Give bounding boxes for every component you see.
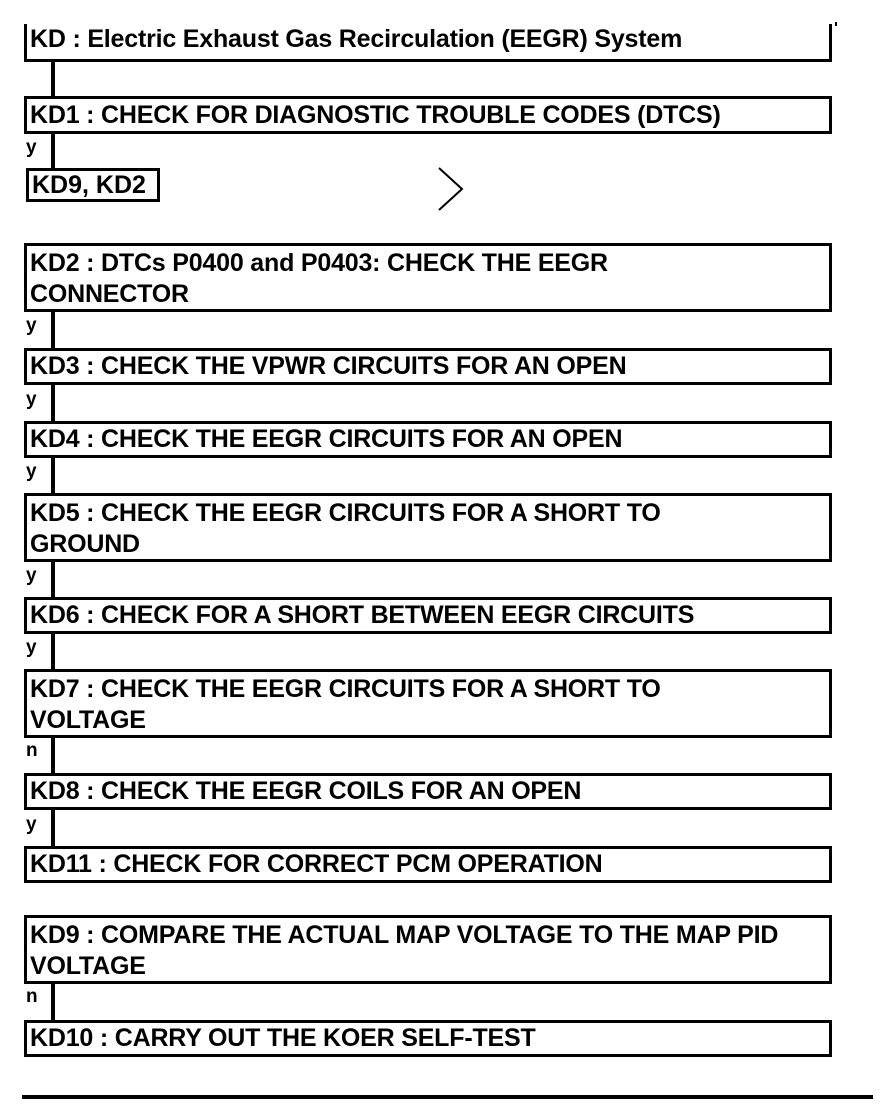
step-kd8	[24, 773, 832, 810]
chevron-right-icon	[436, 166, 466, 212]
reference-text: KD9, KD2	[32, 171, 146, 199]
step-kd7	[24, 669, 832, 738]
branch-label-kd5: y	[26, 565, 37, 586]
step-kd4-text: KD4 : CHECK THE EEGR CIRCUITS FOR AN OPEN	[30, 425, 623, 453]
branch-label-kd7: n	[26, 740, 38, 761]
step-kd2-text: KD2 : DTCs P0400 and P0403: CHECK THE EEGR CONNECTOR	[30, 249, 608, 308]
title-text: KD : Electric Exhaust Gas Recirculation (EEGR) System	[30, 25, 683, 53]
step-kd5	[24, 493, 832, 562]
branch-label-kd6: y	[26, 637, 37, 658]
connector-kd5-kd6	[51, 562, 55, 597]
step-kd1	[24, 96, 832, 134]
step-kd8-text: KD8 : CHECK THE EEGR COILS FOR AN OPEN	[30, 777, 582, 805]
connector-kd4-kd5	[51, 458, 55, 493]
step-kd6-text: KD6 : CHECK FOR A SHORT BETWEEN EEGR CIRCUITS	[30, 601, 695, 629]
step-kd3-text: KD3 : CHECK THE VPWR CIRCUITS FOR AN OPEN	[30, 352, 627, 380]
title-box	[24, 24, 832, 62]
branch-label-kd9: n	[26, 986, 38, 1007]
corner-tick	[835, 22, 837, 26]
connector-kd2-kd3	[51, 312, 55, 348]
step-kd2	[24, 243, 832, 312]
step-kd4	[24, 421, 832, 458]
step-kd7-text: KD7 : CHECK THE EEGR CIRCUITS FOR A SHORT TO VOLTAGE	[30, 675, 661, 734]
connector-kd8-kd11	[51, 810, 55, 846]
connector-kd1-ref	[51, 134, 55, 168]
step-kd10	[24, 1020, 832, 1057]
connector-kd6-kd7	[51, 634, 55, 669]
step-kd10-text: KD10 : CARRY OUT THE KOER SELF-TEST	[30, 1024, 536, 1052]
step-kd5-text: KD5 : CHECK THE EEGR CIRCUITS FOR A SHORT TO GROUND	[30, 499, 661, 558]
step-kd6	[24, 597, 832, 634]
connector-kd9-kd10	[51, 984, 55, 1020]
step-kd3	[24, 348, 832, 385]
step-kd9-text: KD9 : COMPARE THE ACTUAL MAP VOLTAGE TO THE MAP PID VOLTAGE	[30, 921, 779, 980]
bottom-divider	[22, 1095, 873, 1099]
step-kd9	[24, 915, 832, 984]
step-kd11-text: KD11 : CHECK FOR CORRECT PCM OPERATION	[30, 850, 603, 878]
step-kd1-text: KD1 : CHECK FOR DIAGNOSTIC TROUBLE CODES (DTCS)	[30, 101, 721, 129]
branch-label-kd4: y	[26, 461, 37, 482]
connector-kd3-kd4	[51, 385, 55, 421]
reference-box	[26, 168, 160, 202]
connector-title-kd1	[51, 62, 55, 96]
branch-label-kd3: y	[26, 389, 37, 410]
branch-label-kd2: y	[26, 315, 37, 336]
step-kd11	[24, 846, 832, 883]
branch-label-kd1: y	[26, 137, 37, 158]
branch-label-kd8: y	[26, 814, 37, 835]
connector-kd7-kd8	[51, 738, 55, 773]
